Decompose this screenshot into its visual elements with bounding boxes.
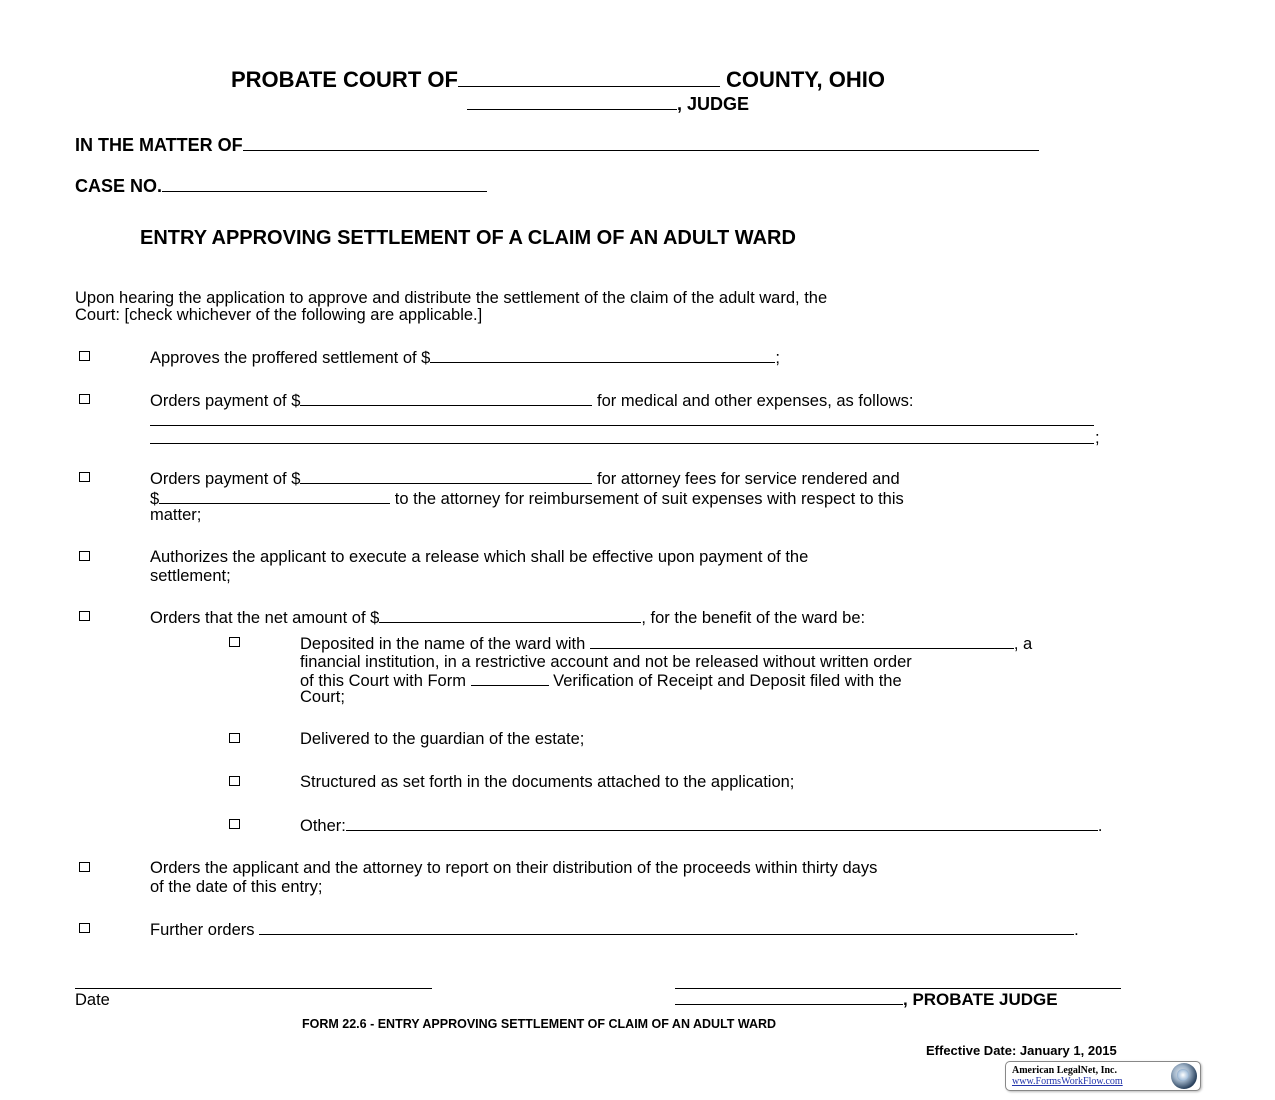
report-line-1: Orders the applicant and the attorney to report on their distribution of the proceeds within thirty days bbox=[150, 859, 878, 877]
further-orders-checkbox[interactable] bbox=[79, 923, 90, 933]
report-line-2: of the date of this entry; bbox=[150, 878, 323, 896]
suit-expenses-field[interactable] bbox=[159, 489, 390, 504]
medical-checkbox[interactable] bbox=[79, 394, 90, 404]
approve-item bbox=[150, 348, 780, 367]
medical-details-line-1[interactable] bbox=[150, 425, 1094, 426]
net-amount-field[interactable] bbox=[379, 608, 641, 623]
form-footer: FORM 22.6 - ENTRY APPROVING SETTLEMENT OF CLAIM OF AN ADULT WARD bbox=[302, 1017, 777, 1031]
attorney-reimbursement-text: to the attorney for reimbursement of suit expenses with respect to this bbox=[390, 490, 904, 508]
case-number-field[interactable] bbox=[162, 177, 487, 192]
case-label: CASE NO. bbox=[75, 176, 163, 196]
court-suffix: COUNTY, OHIO bbox=[726, 67, 885, 92]
intro-line-1: Upon hearing the application to approve and distribute the settlement of the claim of the adult ward, the bbox=[75, 289, 828, 307]
matter-field[interactable] bbox=[243, 136, 1039, 151]
attorney-text: Orders payment of $ bbox=[150, 470, 301, 488]
approve-text: Approves the proffered settlement of $ bbox=[150, 349, 431, 367]
verification-text: Verification of Receipt and Deposit filed with the bbox=[548, 672, 902, 690]
attorney-checkbox[interactable] bbox=[79, 472, 90, 482]
guardian-checkbox[interactable] bbox=[229, 733, 240, 743]
attorney-text-suffix: for attorney fees for service rendered and bbox=[592, 470, 900, 488]
approve-checkbox[interactable] bbox=[79, 351, 90, 361]
deposit-line-4: Court; bbox=[300, 688, 345, 706]
probate-judge-line bbox=[675, 990, 1058, 1010]
further-label: Further orders bbox=[150, 921, 260, 939]
deposit-line-3 bbox=[300, 671, 902, 690]
release-checkbox[interactable] bbox=[79, 551, 90, 561]
deposit-line-1 bbox=[300, 634, 1032, 653]
deposit-text: Deposited in the name of the ward with bbox=[300, 635, 590, 653]
judge-heading bbox=[467, 94, 749, 115]
attorney-fee-field[interactable] bbox=[300, 469, 592, 484]
net-amount-checkbox[interactable] bbox=[79, 611, 90, 621]
structured-item: Structured as set forth in the documents attached to the application; bbox=[300, 773, 795, 791]
judge-suffix: , JUDGE bbox=[677, 94, 750, 114]
net-text: Orders that the net amount of $ bbox=[150, 609, 380, 627]
county-field[interactable] bbox=[458, 72, 720, 87]
matter-label: IN THE MATTER OF bbox=[75, 135, 243, 155]
other-item bbox=[300, 816, 1102, 835]
attorney-line-3: matter; bbox=[150, 506, 202, 524]
other-end: . bbox=[1097, 817, 1103, 835]
deposit-checkbox[interactable] bbox=[229, 637, 240, 647]
judge-printed-name-field[interactable] bbox=[675, 990, 903, 1005]
date-signature-line[interactable] bbox=[75, 988, 432, 989]
release-line-2: settlement; bbox=[150, 567, 231, 585]
matter-line bbox=[75, 135, 1039, 156]
court-prefix: PROBATE COURT OF bbox=[231, 67, 458, 92]
guardian-item: Delivered to the guardian of the estate; bbox=[300, 730, 585, 748]
globe-icon bbox=[1171, 1063, 1197, 1089]
form-text: of this Court with Form bbox=[300, 672, 471, 690]
intro-line-2: Court: [check whichever of the following are applicable.] bbox=[75, 306, 483, 324]
attorney-line-2 bbox=[150, 489, 904, 508]
further-orders-item bbox=[150, 920, 1079, 939]
judge-name-field[interactable] bbox=[467, 95, 677, 110]
medical-text: Orders payment of $ bbox=[150, 392, 301, 410]
logo-url-link[interactable]: www.FormsWorkFlow.com bbox=[1012, 1076, 1123, 1087]
release-line-1: Authorizes the applicant to execute a release which shall be effective upon payment of the bbox=[150, 548, 809, 566]
other-field[interactable] bbox=[346, 816, 1098, 831]
medical-text-suffix: for medical and other expenses, as follows: bbox=[592, 392, 914, 410]
deposit-line-2: financial institution, in a restrictive account and not be released without written order bbox=[300, 653, 912, 671]
attorney-line-1 bbox=[150, 469, 900, 488]
court-heading bbox=[231, 67, 885, 93]
net-amount-item bbox=[150, 608, 865, 627]
settlement-amount-field[interactable] bbox=[430, 348, 775, 363]
form-number-field[interactable] bbox=[471, 671, 549, 686]
probate-judge-label: , PROBATE JUDGE bbox=[903, 990, 1058, 1009]
case-line bbox=[75, 176, 487, 197]
judge-signature-line[interactable] bbox=[675, 988, 1121, 989]
further-end: . bbox=[1074, 921, 1079, 939]
further-orders-field[interactable] bbox=[259, 920, 1074, 935]
other-label: Other: bbox=[300, 817, 346, 835]
medical-item bbox=[150, 391, 913, 410]
deposit-text-suffix: , a bbox=[1013, 635, 1033, 653]
medical-end: ; bbox=[1095, 429, 1100, 447]
american-legalnet-logo[interactable] bbox=[1005, 1061, 1201, 1091]
structured-checkbox[interactable] bbox=[229, 776, 240, 786]
medical-details-line-2[interactable] bbox=[150, 443, 1094, 444]
net-text-suffix: , for the benefit of the ward be: bbox=[641, 609, 866, 627]
date-label: Date bbox=[75, 991, 110, 1009]
page-title: ENTRY APPROVING SETTLEMENT OF A CLAIM OF AN ADULT WARD bbox=[140, 227, 796, 249]
financial-institution-field[interactable] bbox=[590, 634, 1014, 649]
other-checkbox[interactable] bbox=[229, 819, 240, 829]
effective-date: Effective Date: January 1, 2015 bbox=[926, 1043, 1117, 1058]
logo-company-name: American LegalNet, Inc. bbox=[1012, 1065, 1117, 1076]
medical-amount-field[interactable] bbox=[300, 391, 592, 406]
dollar-sign: $ bbox=[150, 490, 160, 508]
report-checkbox[interactable] bbox=[79, 862, 90, 872]
approve-end: ; bbox=[775, 349, 780, 367]
